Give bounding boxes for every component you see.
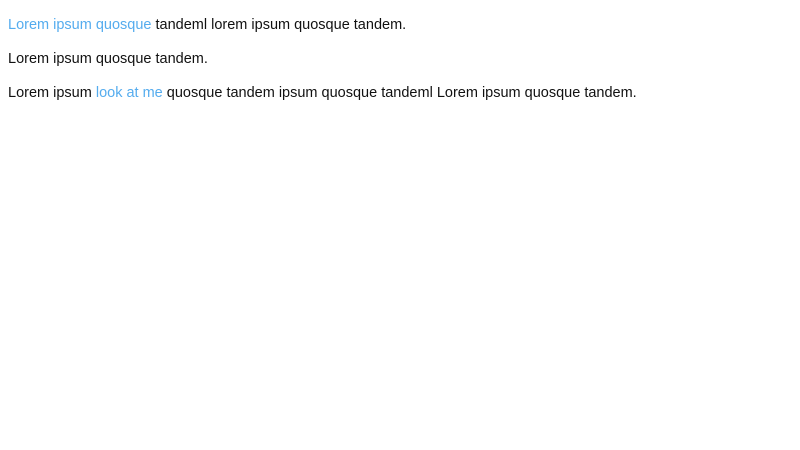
paragraph-2	[8, 50, 792, 70]
link-look-at-me[interactable]: look at me	[95, 85, 163, 102]
paragraph-1-text: tandeml lorem ipsum quosque tandem.	[151, 17, 407, 33]
paragraph-3	[8, 84, 792, 104]
link-lorem-ipsum-quosque[interactable]: Lorem ipsum quosque	[8, 17, 152, 33]
paragraph-1	[8, 16, 792, 36]
paragraph-3-text-before: Lorem ipsum	[8, 85, 96, 102]
paragraph-3-text-after: quosque tandem ipsum quosque tandeml Lorem ipsum quosque tandem.	[162, 85, 637, 102]
paragraph-2-text: Lorem ipsum quosque tandem.	[8, 51, 208, 68]
